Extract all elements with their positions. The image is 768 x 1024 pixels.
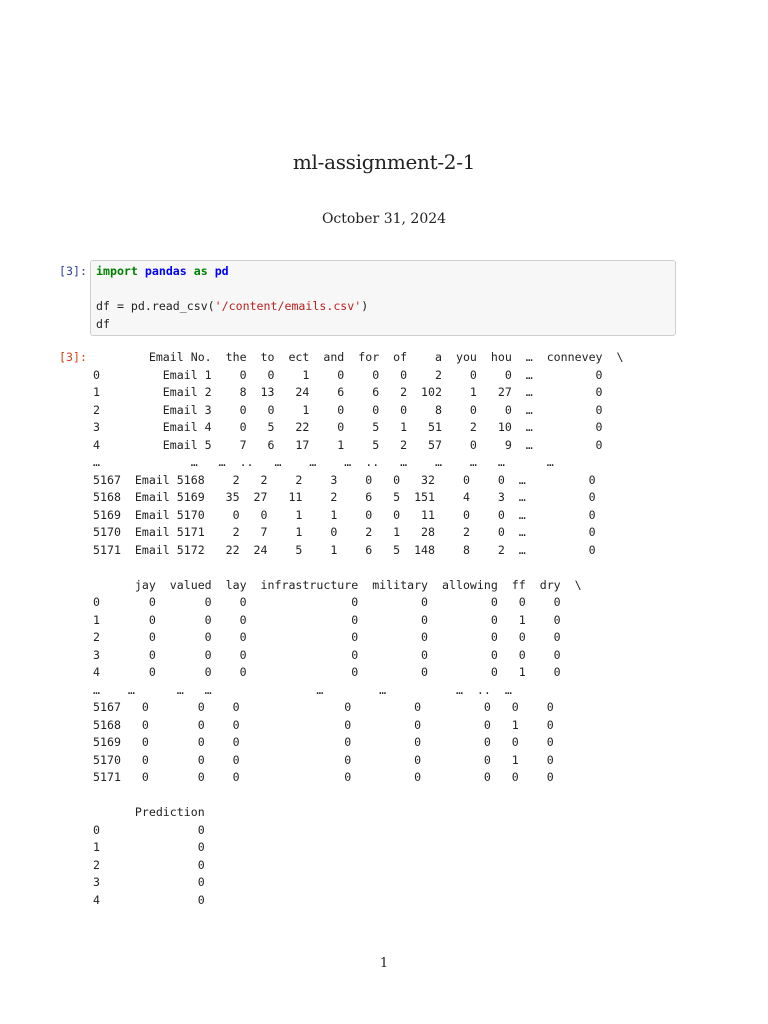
as-keyword: as [193,264,208,278]
output-line: 0 0 0 0 0 0 0 0 0 [93,595,561,609]
output-line: 5171 Email 5172 22 24 5 1 6 5 148 8 2 … 0 [93,542,596,557]
output-line: 0 0 [93,822,205,837]
output-line: 0 Email 1 0 0 1 0 0 0 2 0 0 … 0 [93,367,603,382]
code-line-read-csv [96,298,670,316]
output-line: 5169 Email 5170 0 0 1 1 0 0 11 0 0 … 0 [93,507,596,522]
output-line: 4 0 [93,892,205,907]
document-title: ml-assignment-2-1 [292,150,476,174]
read-csv-close: ) [361,299,369,313]
output-line: 2 0 [93,857,205,872]
output-line: 5167 Email 5168 2 2 2 3 0 0 32 0 0 … 0 [93,472,596,487]
dataframe-output [93,349,623,909]
document-date: October 31, 2024 [321,211,447,227]
output-line: 5170 0 0 0 0 0 0 1 0 [93,752,554,767]
output-line: 5168 0 0 0 0 0 0 1 0 [93,717,554,732]
import-keyword: import [96,264,138,278]
output-line: 5168 Email 5169 35 27 11 2 6 5 151 4 3 … 0 [93,490,596,504]
code-cell[interactable] [90,260,676,336]
output-line: 3 0 0 0 0 0 0 0 0 [93,647,561,662]
output-line: 4 0 0 0 0 0 0 1 0 [93,665,561,679]
output-line: 3 Email 4 0 5 22 0 5 1 51 2 10 … 0 [93,420,603,434]
output-line: 2 0 0 0 0 0 0 0 0 [93,630,561,644]
output-line: jay valued lay infrastructure military allowing ff dry \ [93,577,582,592]
output-prompt: [3]: [59,350,87,364]
output-line: 5171 0 0 0 0 0 0 0 0 [93,770,554,784]
output-line [93,559,623,577]
module-name: pandas [144,264,187,278]
code-line-import [96,263,670,281]
page-number: 1 [379,956,389,971]
output-line: 1 Email 2 8 13 24 6 6 2 102 1 27 … 0 [93,385,603,399]
output-line: Prediction [93,805,205,819]
output-line: … … … .. … … … .. … … … … … [93,455,554,469]
output-line [93,787,623,805]
read-csv-call: df = pd.read_csv( [96,299,215,313]
output-line: 5167 0 0 0 0 0 0 0 0 [93,700,554,714]
output-line: 2 Email 3 0 0 1 0 0 0 8 0 0 … 0 [93,402,603,417]
output-line: 4 Email 5 7 6 17 1 5 2 57 0 9 … 0 [93,437,603,452]
csv-path-string: '/content/emails.csv' [214,299,362,313]
output-line: 1 0 0 0 0 0 0 1 0 [93,612,561,627]
output-line: 5170 Email 5171 2 7 1 0 2 1 28 2 0 … 0 [93,525,596,539]
input-prompt: [3]: [59,264,87,278]
code-line-blank [96,281,670,299]
code-line-df: df [96,316,110,331]
output-line: 3 0 [93,875,205,889]
output-line: Email No. the to ect and for of a you hou … connevey \ [93,350,624,364]
output-line: … … … … … … … .. … [93,682,512,697]
output-line: 5169 0 0 0 0 0 0 0 0 [93,735,554,749]
output-line: 1 0 [93,840,205,854]
module-alias: pd [214,264,229,278]
